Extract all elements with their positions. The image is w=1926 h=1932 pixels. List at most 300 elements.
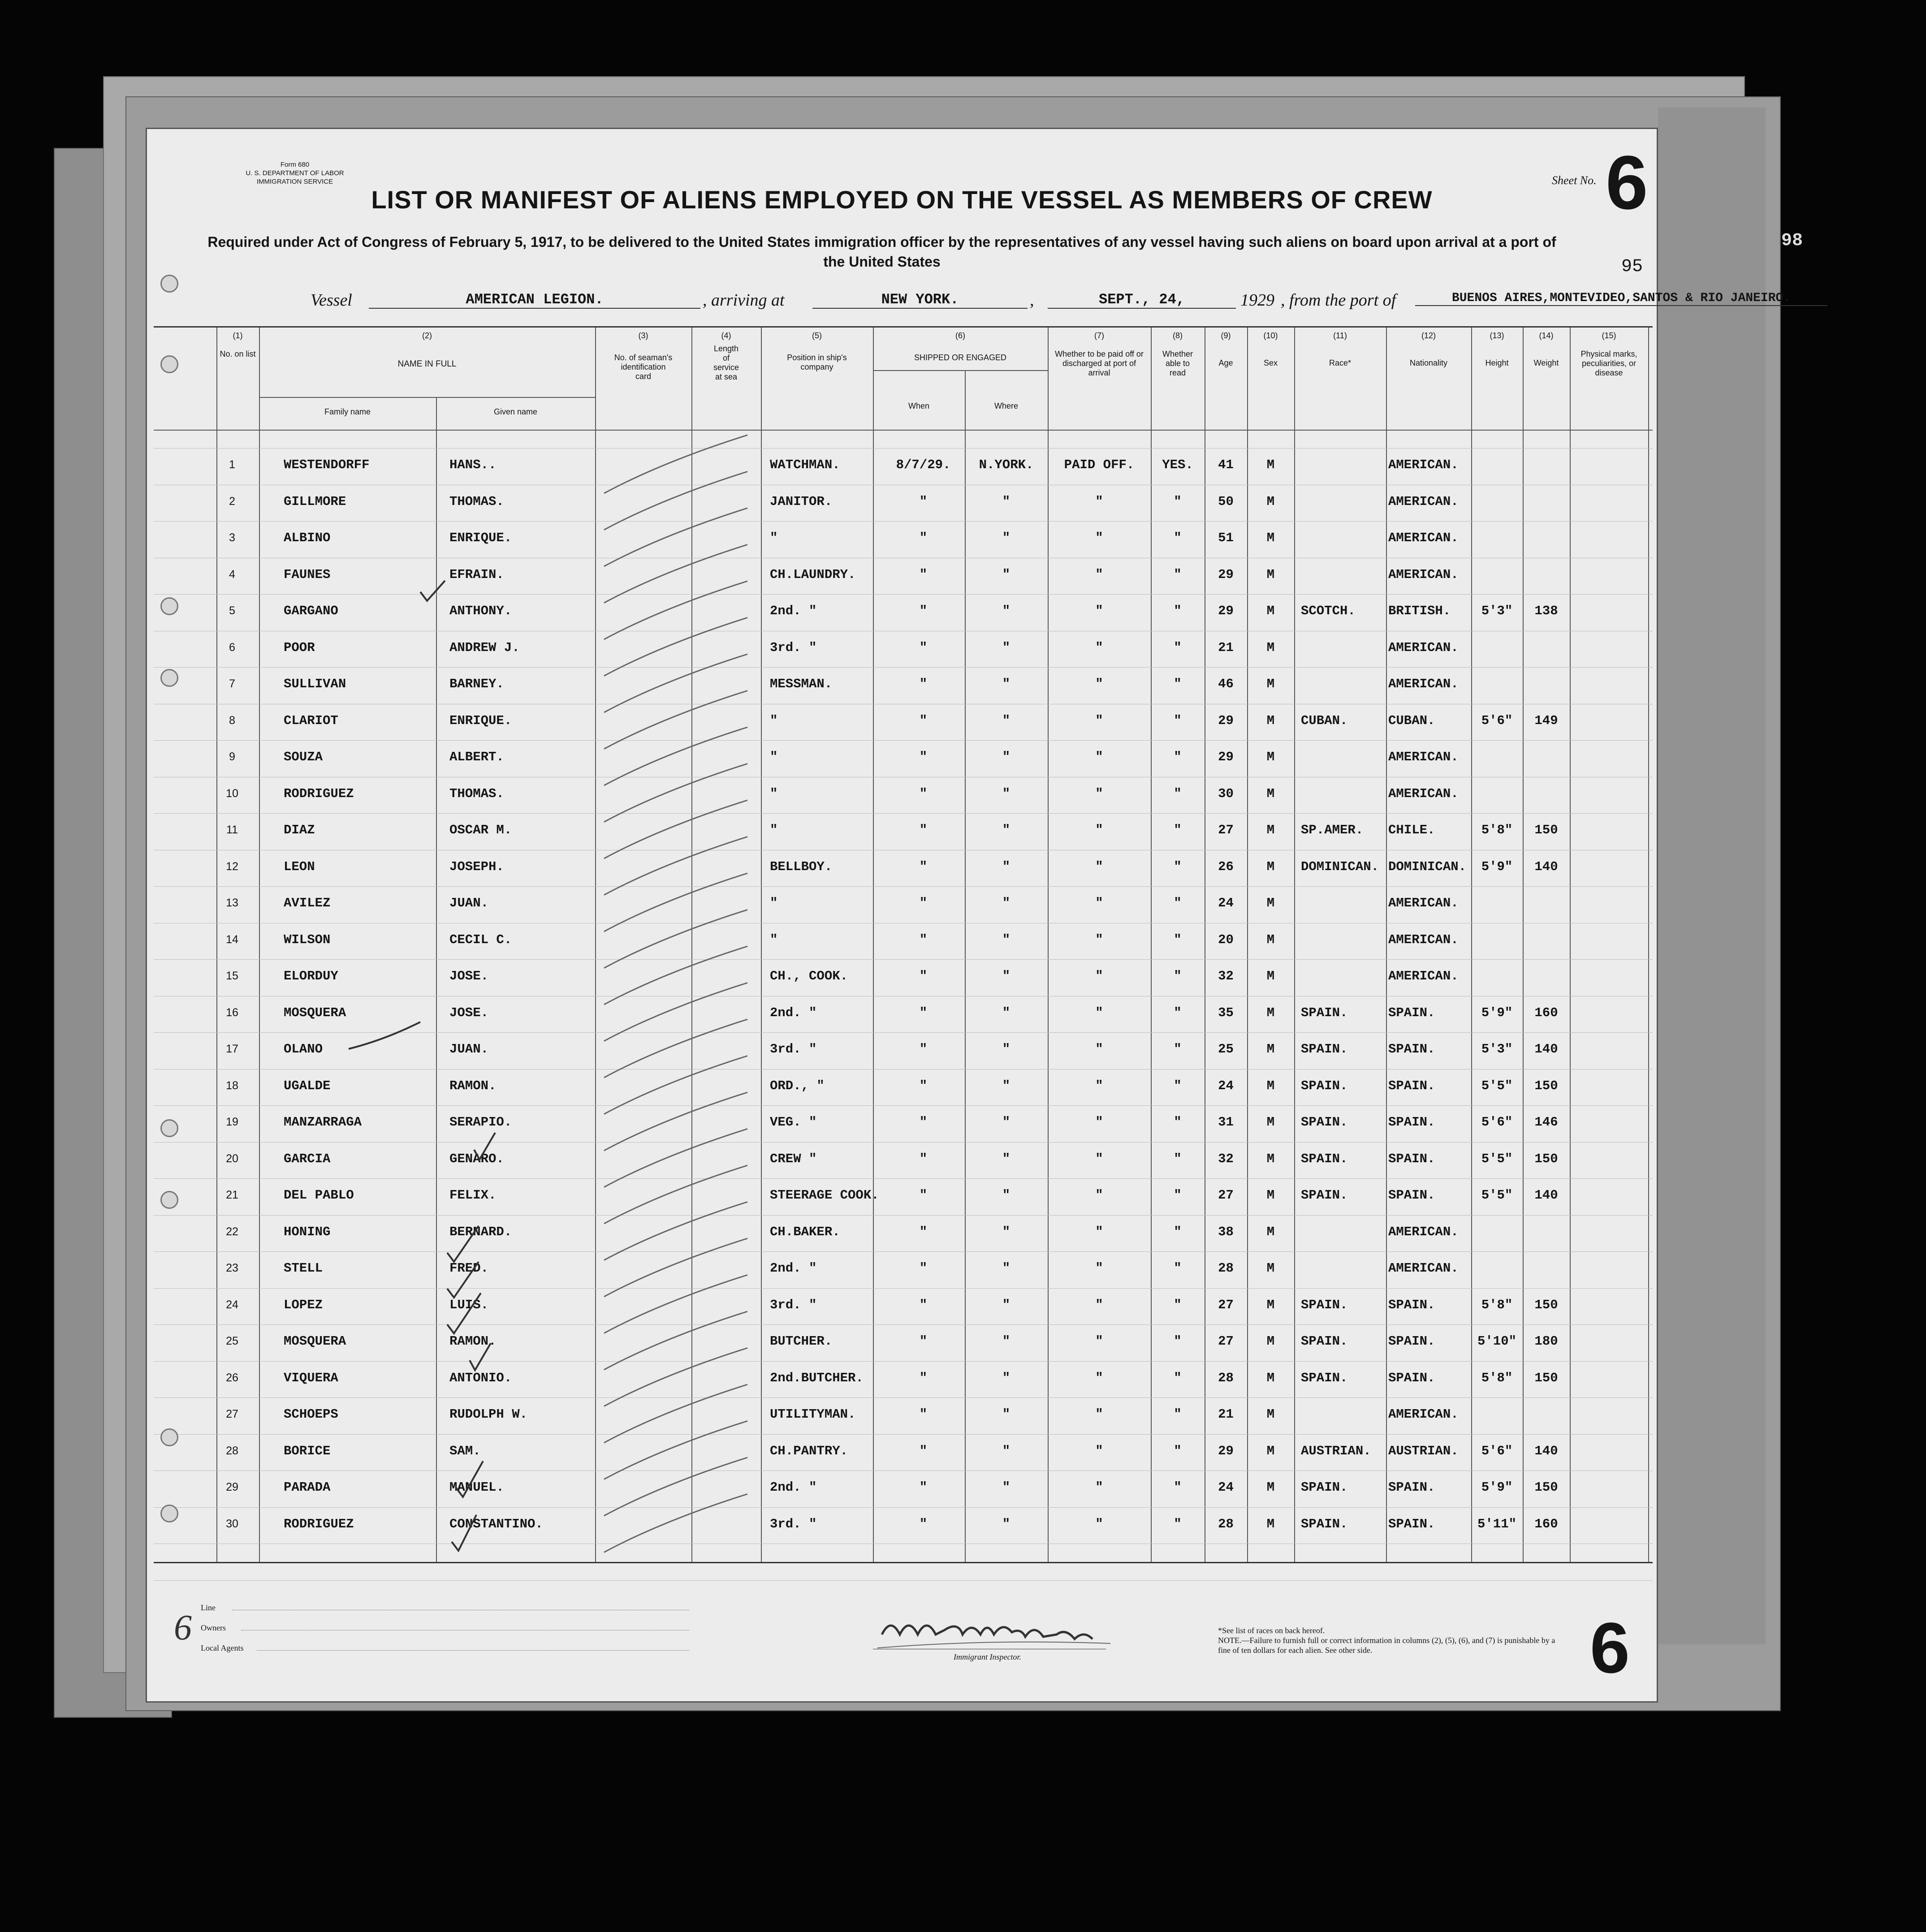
col-8-header: (8) Whether able to read [1162,331,1193,377]
binder-hole [160,1119,178,1137]
where-header: Where [994,401,1018,410]
row-number: 26 [226,1371,238,1384]
pencil-stroke [604,1384,747,1443]
cell-nationality: SPAIN. [1388,1334,1435,1349]
vessel-label: Vessel [311,291,352,310]
cell-given: ENRIQUE. [449,530,512,545]
cell-weight: 150 [1534,1151,1558,1166]
cell-family: ALBINO [284,530,331,545]
arriving-label: , arriving at [703,291,785,310]
col-3-header: (3) No. of seaman's identification card [614,331,673,381]
cell-read: " [1174,1297,1182,1312]
cell-given: CONSTANTINO. [449,1516,543,1531]
cell-height: 5'5" [1481,1188,1513,1203]
pencil-stroke [604,654,747,712]
cell-sex: M [1266,1188,1275,1203]
row-number: 16 [226,1006,238,1019]
cell-position: 2nd.BUTCHER. [770,1370,864,1385]
cell-when: " [919,1115,928,1130]
cell-position: 3rd. " [770,1297,817,1312]
cell-nationality: SPAIN. [1388,1151,1435,1166]
cell-paid: " [1095,1261,1103,1276]
cell-paid: " [1095,677,1103,691]
cell-height: 5'6" [1481,1443,1513,1458]
cell-nationality: SPAIN. [1388,1516,1435,1531]
cell-read: " [1174,932,1182,947]
row-rule [154,1580,1653,1581]
cell-given: HANS.. [449,457,497,472]
cell-sex: M [1266,1078,1275,1093]
cell-position: WATCHMAN. [770,457,840,472]
cell-paid: " [1095,530,1103,545]
cell-position: 2nd. " [770,1480,817,1495]
cell-read: " [1174,567,1182,582]
cell-family: FAUNES [284,567,331,582]
cell-read: " [1174,1151,1182,1166]
pencil-stroke [604,764,747,822]
row-number: 4 [229,568,235,581]
cell-paid: " [1095,1516,1103,1531]
col-9-header: (9) Age [1218,331,1233,367]
cell-sex: M [1266,1334,1275,1349]
cell-age: 29 [1218,1443,1234,1458]
cell-read: " [1174,969,1182,983]
margin-mark: 6 [174,1608,192,1647]
cell-read: " [1174,494,1182,509]
cell-age: 29 [1218,750,1234,764]
cell-given: FRED. [449,1261,489,1276]
cell-nationality: AMERICAN. [1388,457,1459,472]
cell-read: " [1174,823,1182,837]
cell-race: SPAIN. [1301,1151,1348,1166]
cell-position: " [770,896,778,910]
cell-age: 50 [1218,494,1234,509]
binder-hole [160,275,178,293]
cell-age: 29 [1218,713,1234,728]
pencil-stroke [604,1092,747,1151]
cell-given: ALBERT. [449,750,504,764]
cell-paid: " [1095,1334,1103,1349]
cell-weight: 160 [1534,1005,1558,1020]
inspector-label: Immigrant Inspector. [954,1652,1021,1661]
cell-sex: M [1266,1224,1275,1239]
cell-paid: " [1095,494,1103,509]
cell-height: 5'11" [1477,1516,1516,1531]
cell-read: " [1174,1115,1182,1130]
cell-given: FELIX. [449,1188,497,1203]
pencil-stroke [604,1129,747,1187]
under-sheet-right-edge [1658,108,1766,1644]
cell-sex: M [1266,786,1275,801]
pencil-stroke [604,618,747,676]
cell-age: 41 [1218,457,1234,472]
inspector-signature [873,1608,1124,1657]
cell-age: 46 [1218,677,1234,691]
cell-position: ORD., " [770,1078,825,1093]
cell-height: 5'3" [1481,604,1513,618]
col-7-header: (7) Whether to be paid off or discharged at port of arrival [1055,331,1144,377]
row-number: 22 [226,1225,238,1238]
cell-sex: M [1266,896,1275,910]
cell-family: DEL PABLO [284,1188,354,1203]
cell-sex: M [1266,823,1275,837]
side-number-95: 95 [1621,257,1643,277]
cell-position: STEERAGE COOK. [770,1188,879,1203]
cell-paid: " [1095,713,1103,728]
row-number: 13 [226,897,238,909]
row-number: 9 [229,750,235,763]
row-number: 20 [226,1152,238,1165]
cell-race: SPAIN. [1301,1480,1348,1495]
owners-label: Owners [201,1623,226,1632]
cell-sex: M [1266,1005,1275,1020]
row-number: 7 [229,677,235,690]
cell-nationality: SPAIN. [1388,1115,1435,1130]
cell-paid: " [1095,969,1103,983]
pencil-stroke [604,1458,747,1516]
arrival-port: NEW YORK. [812,291,1028,309]
cell-paid: " [1095,932,1103,947]
cell-family: MANZARRAGA [284,1115,362,1130]
row-number: 28 [226,1444,238,1457]
cell-age: 31 [1218,1115,1234,1130]
cell-age: 30 [1218,786,1234,801]
cell-family: DIAZ [284,823,315,837]
row-number: 21 [226,1189,238,1201]
pencil-stroke [604,472,747,530]
cell-given: ENRIQUE. [449,713,512,728]
row-number: 25 [226,1335,238,1347]
cell-paid: " [1095,859,1103,874]
cell-paid: " [1095,750,1103,764]
cell-when: " [919,969,928,983]
cell-height: 5'9" [1481,1005,1513,1020]
cell-height: 5'5" [1481,1151,1513,1166]
cell-height: 5'6" [1481,713,1513,728]
cell-where: N.YORK. [979,457,1034,472]
cell-read: " [1174,1078,1182,1093]
cell-where: " [1002,786,1011,801]
pencil-stroke [604,727,747,785]
col-5-header: (5) Position in ship's company [787,331,847,371]
cell-read: " [1174,1443,1182,1458]
cell-race: CUBAN. [1301,713,1348,728]
cell-read: " [1174,1480,1182,1495]
cell-paid: " [1095,1115,1103,1130]
cell-read: " [1174,640,1182,655]
cell-given: ANDREW J. [449,640,520,655]
pencil-stroke [604,983,747,1041]
cell-given: RAMON. [449,1334,497,1349]
cell-position: CH.PANTRY. [770,1443,848,1458]
cell-height: 5'9" [1481,1480,1513,1495]
cell-read: " [1174,750,1182,764]
cell-weight: 150 [1534,1297,1558,1312]
cell-where: " [1002,604,1011,618]
pencil-stroke [604,1019,747,1078]
cell-sex: M [1266,1516,1275,1531]
cell-age: 38 [1218,1224,1234,1239]
cell-paid: " [1095,786,1103,801]
cell-age: 25 [1218,1042,1234,1057]
cell-when: " [919,1188,928,1203]
cell-read: " [1174,786,1182,801]
cell-family: LOPEZ [284,1297,323,1312]
department: U. S. DEPARTMENT OF LABOR [246,169,344,177]
cell-position: BELLBOY. [770,859,833,874]
cell-given: MANUEL. [449,1480,504,1495]
cell-weight: 140 [1534,1042,1558,1057]
cell-age: 21 [1218,1407,1234,1422]
page-subtitle: Required under Act of Congress of February 5, 1917, to be delivered to the United States immigration officer by the representatives of any vessel having such aliens on board upon arrival at a port of the United States [207,234,1556,270]
cell-weight: 150 [1534,823,1558,837]
row-number: 5 [229,604,235,617]
cell-sex: M [1266,969,1275,983]
sheet-label: Sheet No. [1552,174,1597,187]
cell-family: STELL [284,1261,323,1276]
cell-paid: " [1095,1370,1103,1385]
cell-position: CH., COOK. [770,969,848,983]
binder-hole [160,669,178,687]
cell-nationality: CUBAN. [1388,713,1435,728]
cell-age: 29 [1218,567,1234,582]
cell-given: SAM. [449,1443,481,1458]
cell-sex: M [1266,677,1275,691]
pencil-stroke [604,946,747,1005]
when-header: When [908,401,930,410]
cell-when: " [919,1370,928,1385]
page-title: LIST OR MANIFEST OF ALIENS EMPLOYED ON THE VESSEL AS MEMBERS OF CREW [371,185,1433,214]
footnote-races: *See list of races on back hereof. [1218,1626,1325,1635]
col-15-header: (15) Physical marks, peculiarities, or disease [1581,331,1637,377]
cell-sex: M [1266,457,1275,472]
cell-age: 20 [1218,932,1234,947]
cell-nationality: AMERICAN. [1388,530,1459,545]
col-6-header: (6) SHIPPED OR ENGAGED [914,331,1007,362]
cell-read: " [1174,713,1182,728]
cell-family: RODRIGUEZ [284,786,354,801]
cell-race: SPAIN. [1301,1334,1348,1349]
col-14-header: (14) Weight [1533,331,1559,367]
cell-age: 51 [1218,530,1234,545]
col-10-header: (10) Sex [1263,331,1278,367]
side-number-98: 98 [1781,231,1803,251]
cell-paid: " [1095,1042,1103,1057]
cell-position: CH.LAUNDRY. [770,567,856,582]
col-2-header: (2) NAME IN FULL [397,331,457,369]
pencil-stroke [604,873,747,932]
cell-race: DOMINICAN. [1301,859,1379,874]
cell-when: " [919,604,928,618]
cell-when: " [919,1151,928,1166]
cell-where: " [1002,1443,1011,1458]
cell-read: " [1174,1407,1182,1422]
cell-where: " [1002,1115,1011,1130]
cell-height: 5'8" [1481,1370,1513,1385]
cell-race: SPAIN. [1301,1042,1348,1057]
cell-position: CH.BAKER. [770,1224,840,1239]
cell-weight: 138 [1534,604,1558,618]
cell-paid: " [1095,604,1103,618]
cell-nationality: AMERICAN. [1388,750,1459,764]
bottom-sheet-number: 6 [1590,1608,1630,1688]
cell-nationality: SPAIN. [1388,1078,1435,1093]
cell-where: " [1002,859,1011,874]
cell-given: SERAPIO. [449,1115,512,1130]
cell-height: 5'10" [1477,1334,1516,1349]
cell-race: SP.AMER. [1301,823,1364,837]
cell-family: LEON [284,859,315,874]
row-number: 14 [226,933,238,946]
pencil-stroke [604,1202,747,1260]
cell-nationality: CHILE. [1388,823,1435,837]
cell-position: " [770,823,778,837]
cell-age: 28 [1218,1516,1234,1531]
cell-where: " [1002,1334,1011,1349]
cell-family: BORICE [284,1443,331,1458]
col-12-header: (12) Nationality [1409,331,1448,367]
cell-where: " [1002,896,1011,910]
cell-where: " [1002,932,1011,947]
cell-paid: " [1095,823,1103,837]
cell-family: WILSON [284,932,331,947]
cell-paid: " [1095,1443,1103,1458]
arrival-date: SEPT., 24, [1048,291,1236,309]
cell-sex: M [1266,1480,1275,1495]
cell-when: " [919,530,928,545]
pencil-stroke [604,800,747,858]
cell-where: " [1002,1297,1011,1312]
cell-read: " [1174,1005,1182,1020]
cell-nationality: BRITISH. [1388,604,1451,618]
cell-race: SCOTCH. [1301,604,1356,618]
cell-nationality: SPAIN. [1388,1297,1435,1312]
cell-given: JOSE. [449,1005,489,1020]
cell-read: " [1174,1261,1182,1276]
cell-read: " [1174,1188,1182,1203]
cell-age: 27 [1218,1188,1234,1203]
cell-given: THOMAS. [449,494,504,509]
pencil-stroke [604,1348,747,1406]
row-number: 30 [226,1517,238,1530]
cell-given: BARNEY. [449,677,504,691]
cell-family: GARCIA [284,1151,331,1166]
cell-weight: 180 [1534,1334,1558,1349]
cell-position: 2nd. " [770,1261,817,1276]
cell-nationality: AMERICAN. [1388,640,1459,655]
cell-when: " [919,786,928,801]
cell-sex: M [1266,713,1275,728]
cell-family: HONING [284,1224,331,1239]
cell-age: 35 [1218,1005,1234,1020]
row-number: 1 [229,458,235,471]
cell-paid: " [1095,1151,1103,1166]
cell-race: SPAIN. [1301,1516,1348,1531]
cell-family: SOUZA [284,750,323,764]
cell-given: RUDOLPH W. [449,1407,528,1422]
row-number: 17 [226,1043,238,1055]
cell-when: " [919,1224,928,1239]
cell-position: BUTCHER. [770,1334,833,1349]
row-number: 23 [226,1262,238,1274]
cell-when: " [919,932,928,947]
cell-age: 28 [1218,1261,1234,1276]
binder-hole [160,1191,178,1209]
cell-family: MOSQUERA [284,1005,346,1020]
cell-family: SCHOEPS [284,1407,338,1422]
pencil-check-strokes [595,431,761,1562]
cell-sex: M [1266,567,1275,582]
row-number: 18 [226,1079,238,1092]
cell-position: " [770,750,778,764]
cell-age: 27 [1218,1297,1234,1312]
cell-sex: M [1266,494,1275,509]
cell-sex: M [1266,1115,1275,1130]
cell-weight: 140 [1534,1443,1558,1458]
cell-sex: M [1266,604,1275,618]
cell-height: 5'8" [1481,823,1513,837]
cell-race: SPAIN. [1301,1370,1348,1385]
row-number: 10 [226,787,238,800]
cell-where: " [1002,530,1011,545]
cell-where: " [1002,1224,1011,1239]
cell-when: " [919,896,928,910]
cell-where: " [1002,1261,1011,1276]
cell-paid: " [1095,1188,1103,1203]
departure-ports: BUENOS AIRES,MONTEVIDEO,SANTOS & RIO JANEIRO. [1415,291,1827,306]
cell-race: SPAIN. [1301,1297,1348,1312]
pencil-stroke [604,691,747,749]
cell-when: " [919,823,928,837]
cell-paid: " [1095,1407,1103,1422]
cell-nationality: SPAIN. [1388,1188,1435,1203]
cell-family: AVILEZ [284,896,331,910]
cell-family: WESTENDORFF [284,457,370,472]
cell-sex: M [1266,1297,1275,1312]
cell-where: " [1002,1078,1011,1093]
cell-family: RODRIGUEZ [284,1516,354,1531]
pencil-stroke [604,1165,747,1224]
cell-family: CLARIOT [284,713,338,728]
cell-sex: M [1266,1370,1275,1385]
cell-read: " [1174,1334,1182,1349]
cell-age: 27 [1218,1334,1234,1349]
vessel-name: AMERICAN LEGION. [369,291,700,309]
cell-paid: " [1095,1078,1103,1093]
given-name-header: Given name [493,407,538,416]
cell-paid: " [1095,1224,1103,1239]
cell-age: 32 [1218,1151,1234,1166]
cell-given: JOSEPH. [449,859,504,874]
from-label: , from the port of [1281,291,1396,310]
cell-sex: M [1266,1407,1275,1422]
cell-paid: " [1095,1005,1103,1020]
line-label: Line [201,1603,216,1612]
cell-when: " [919,1443,928,1458]
cell-where: " [1002,677,1011,691]
cell-when: " [919,1261,928,1276]
cell-nationality: AMERICAN. [1388,1224,1459,1239]
cell-read: " [1174,1042,1182,1057]
row-number: 27 [226,1408,238,1420]
cell-age: 29 [1218,604,1234,618]
cell-where: " [1002,1042,1011,1057]
local-agents-label: Local Agents [201,1643,244,1652]
cell-age: 27 [1218,823,1234,837]
cell-weight: 150 [1534,1480,1558,1495]
cell-age: 21 [1218,640,1234,655]
cell-where: " [1002,1480,1011,1495]
